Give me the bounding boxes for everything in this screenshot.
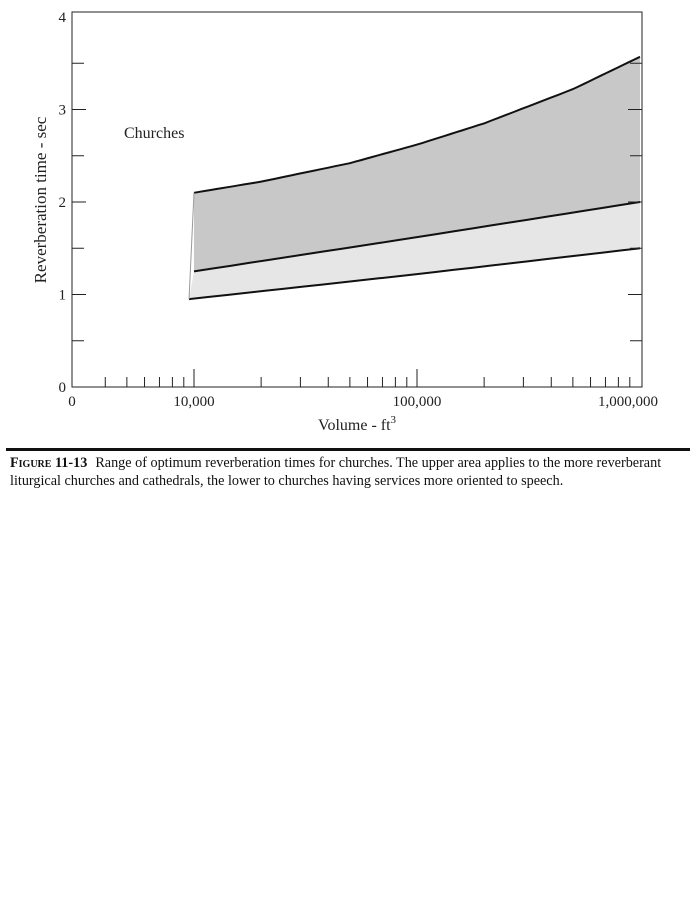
y-tick-label: 1 xyxy=(58,287,66,304)
x-tick-label: 100,000 xyxy=(392,394,442,410)
caption-text: Range of optimum reverberation times for churches. The upper area applies to the more reverberant liturgical churches and cathedrals, the lower to churches having services more oriented to speech. xyxy=(10,455,662,489)
chart xyxy=(0,0,695,445)
y-tick-label: 0 xyxy=(58,380,66,396)
x-axis-tick-labels xyxy=(68,394,658,410)
x-axis-label-main: Volume - ft xyxy=(317,417,391,434)
figure-caption xyxy=(10,454,682,490)
x-tick-label: 0 xyxy=(68,394,76,410)
churches-annotation: Churches xyxy=(124,125,185,142)
y-axis-tick-labels xyxy=(59,10,67,396)
figure-label: Figure 11-13 xyxy=(10,455,88,471)
x-axis-label xyxy=(318,414,397,434)
caption-rule xyxy=(6,448,690,451)
y-axis-label: Reverberation time - sec xyxy=(31,116,50,284)
y-tick-label: 3 xyxy=(58,102,66,119)
x-axis-label-superscript: 3 xyxy=(390,414,397,426)
x-tick-label: 1,000,000 xyxy=(598,394,658,410)
y-tick-label: 2 xyxy=(58,195,66,211)
x-tick-label: 10,000 xyxy=(173,394,215,410)
y-tick-label: 4 xyxy=(58,10,66,26)
